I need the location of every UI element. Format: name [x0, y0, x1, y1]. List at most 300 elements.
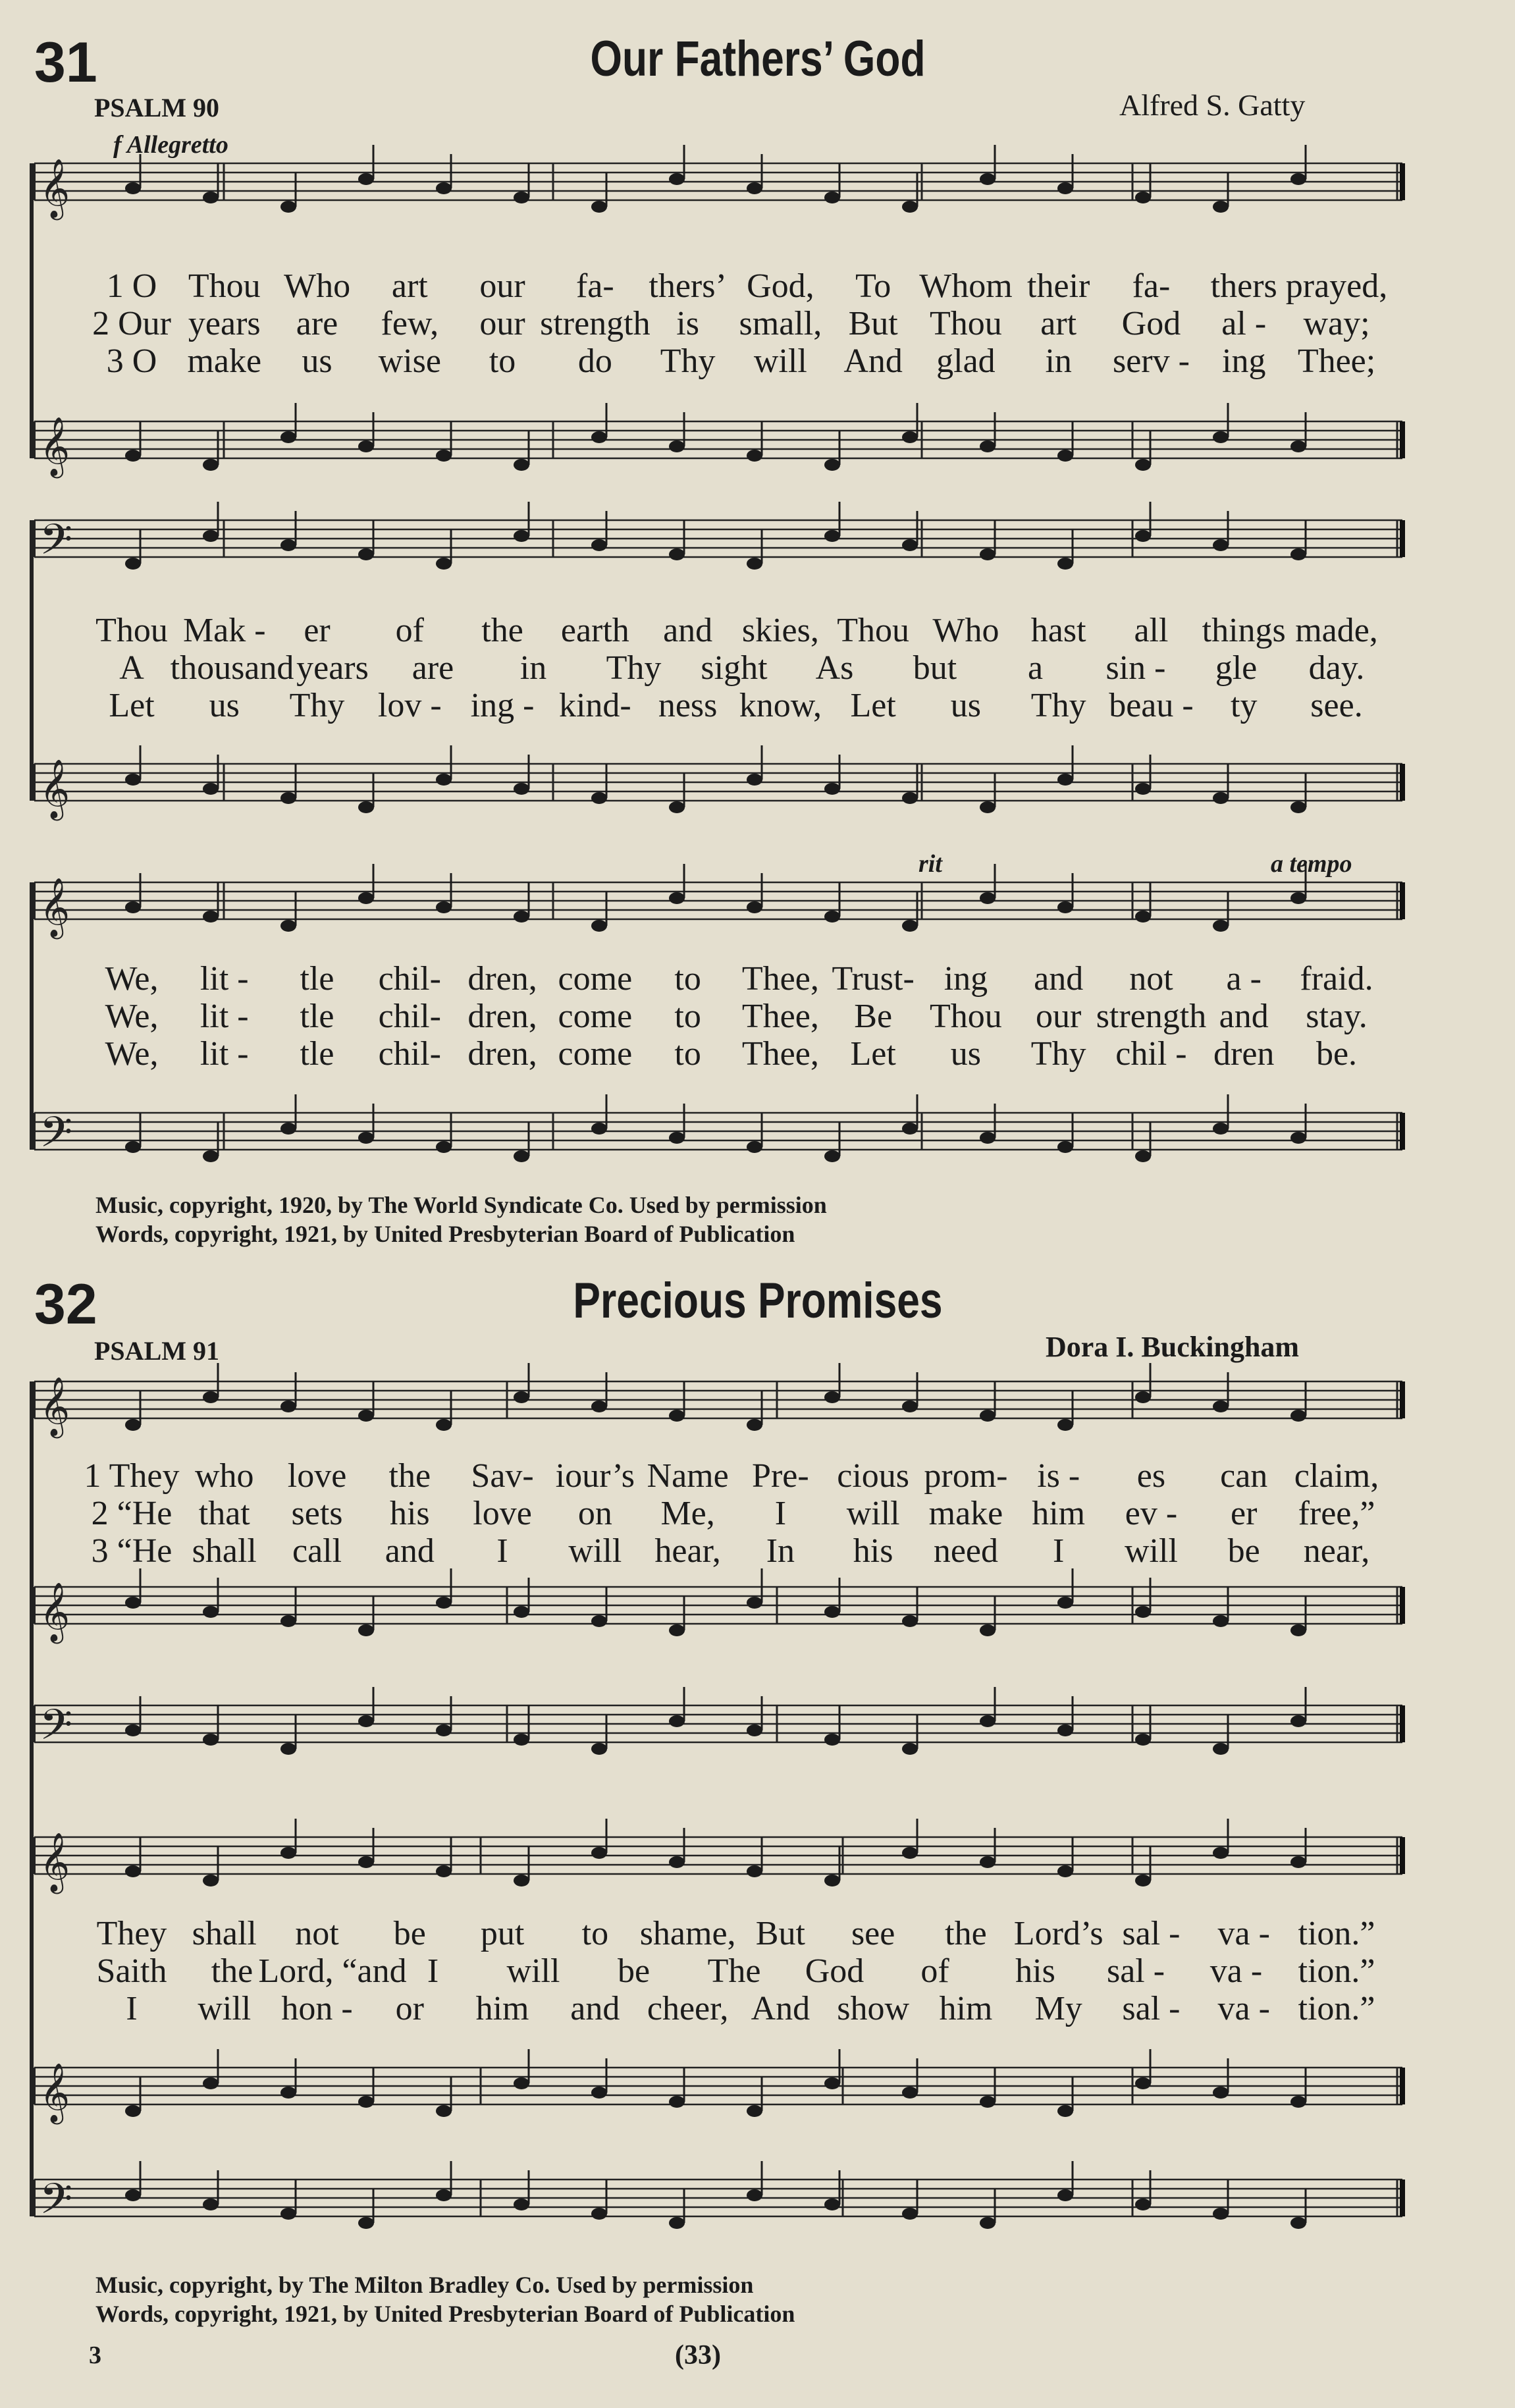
note-head — [1290, 1132, 1306, 1144]
note-head — [280, 539, 296, 551]
hymn-number: 31 — [34, 31, 97, 94]
note-head — [824, 2199, 840, 2210]
note-head — [1213, 539, 1229, 551]
words-copyright: Words, copyright, 1921, by United Presbyterian Board of Publication — [95, 1221, 795, 1247]
note-head — [1135, 1391, 1151, 1403]
composer-credit: Alfred S. Gatty — [1119, 88, 1306, 122]
lyric-syllable: er — [304, 612, 331, 649]
note-head — [980, 173, 996, 185]
lyric-syllable: the — [211, 1952, 253, 1990]
note-head — [203, 1606, 219, 1618]
note-head — [280, 1401, 296, 1412]
note-head — [280, 2208, 296, 2220]
note-head — [358, 2217, 374, 2229]
note-head — [669, 441, 685, 452]
note-head — [591, 792, 607, 804]
note-head — [824, 1734, 840, 1746]
lyric-syllable: us — [209, 687, 240, 724]
note-head — [669, 2096, 685, 2108]
lyric-syllable: 1 O — [106, 267, 157, 305]
lyric-syllable: God — [1121, 305, 1181, 342]
note-head — [1135, 2199, 1151, 2210]
lyric-syllable: sal - — [1106, 1952, 1165, 1990]
note-head — [824, 2077, 840, 2089]
note-head — [824, 530, 840, 542]
note-head — [125, 2105, 141, 2117]
lyric-syllable: wise — [378, 342, 441, 380]
lyric-syllable: lit - — [199, 960, 249, 998]
lyric-syllable: dren, — [467, 998, 537, 1035]
lyric-syllable: know, — [739, 687, 822, 724]
lyric-syllable: hon - — [281, 1990, 353, 2027]
lyric-syllable: tle — [300, 960, 334, 998]
lyric-syllable: Let — [109, 687, 155, 724]
note-head — [358, 548, 374, 560]
lyric-syllable: shame, — [639, 1915, 736, 1952]
note-head — [902, 792, 918, 804]
psalm-reference: PSALM 90 — [94, 93, 219, 122]
note-head — [591, 2208, 607, 2220]
note-head — [280, 201, 296, 213]
note-head — [902, 1615, 918, 1627]
note-head — [980, 1132, 996, 1144]
note-head — [358, 1856, 374, 1868]
lyric-syllable: I — [774, 1495, 787, 1532]
lyric-syllable: Thy — [289, 687, 345, 724]
lyric-syllable: I — [126, 1990, 138, 2027]
lyric-syllable: Mak - — [182, 612, 266, 649]
verse-line — [0, 997, 1515, 1036]
lyric-syllable: Thy — [1030, 1035, 1086, 1073]
lyric-syllable: Lord, “and — [258, 1952, 407, 1990]
note-head — [591, 1401, 607, 1412]
verse-line — [0, 1989, 1515, 2029]
lyric-syllable: Who — [932, 612, 999, 649]
note-head — [980, 1715, 996, 1727]
note-head — [1213, 1615, 1229, 1627]
note-head — [1135, 192, 1151, 203]
lyric-syllable: tion.” — [1298, 1915, 1375, 1952]
lyric-syllable: can — [1220, 1457, 1268, 1495]
lyric-syllable: iour’s — [555, 1457, 635, 1495]
note-head — [669, 1715, 685, 1727]
note-head — [980, 1410, 996, 1422]
music-copyright: Music, copyright, 1920, by The World Syndicate Co. Used by permission — [95, 1192, 827, 1218]
lyric-syllable: him — [939, 1990, 993, 2027]
note-head — [747, 1419, 762, 1431]
note-head — [514, 2077, 529, 2089]
note-head — [591, 1123, 607, 1135]
note-head — [1290, 892, 1306, 904]
lyric-syllable: Thou — [188, 267, 261, 305]
verse-line — [0, 304, 1515, 344]
bass-clef: 𝄢 — [40, 1108, 73, 1167]
lyric-syllable: come — [558, 960, 633, 998]
note-head — [203, 1150, 219, 1162]
lyric-syllable: our — [479, 267, 525, 305]
note-head — [203, 530, 219, 542]
lyric-syllable: Thou — [930, 998, 1002, 1035]
note-head — [980, 892, 996, 904]
note-head — [1057, 450, 1073, 462]
note-head — [591, 1615, 607, 1627]
note-head — [1057, 1597, 1073, 1609]
lyric-syllable: chil - — [1115, 1035, 1187, 1073]
note-head — [1290, 2217, 1306, 2229]
lyric-syllable: his — [389, 1495, 430, 1532]
note-head — [358, 2096, 374, 2108]
lyric-syllable: Trust- — [832, 960, 915, 998]
note-head — [669, 892, 685, 904]
lyric-syllable: the — [945, 1915, 987, 1952]
lyric-syllable: will — [1125, 1532, 1178, 1570]
lyric-syllable: all — [1134, 612, 1169, 649]
note-head — [1213, 920, 1229, 932]
lyric-syllable: his — [853, 1532, 893, 1570]
hymn-title: Precious Promises — [573, 1273, 943, 1329]
note-head — [436, 1865, 452, 1877]
note-head — [980, 441, 996, 452]
lyric-syllable: Pre- — [752, 1457, 809, 1495]
note-head — [1057, 774, 1073, 786]
lyric-syllable: cious — [837, 1457, 910, 1495]
note-head — [436, 1419, 452, 1431]
lyric-syllable: earth — [560, 612, 629, 649]
note-head — [824, 1875, 840, 1886]
note-head — [125, 1725, 141, 1736]
note-head — [358, 801, 374, 813]
copyright-notice — [95, 1191, 827, 1248]
lyric-syllable: Thy — [660, 342, 716, 380]
lyric-syllable: to — [674, 960, 701, 998]
signature-mark: 3 — [89, 2341, 101, 2369]
note-head — [358, 892, 374, 904]
note-head — [125, 558, 141, 570]
note-head — [1135, 1606, 1151, 1618]
lyric-syllable: But — [755, 1915, 805, 1952]
lyric-syllable: shall — [192, 1915, 257, 1952]
note-head — [1213, 2087, 1229, 2099]
lyric-syllable: claim, — [1294, 1457, 1379, 1495]
note-head — [980, 2096, 996, 2108]
note-head — [747, 1725, 762, 1736]
treble-clef: 𝄞 — [40, 878, 70, 937]
lyric-syllable: dren — [1213, 1035, 1275, 1073]
lyric-syllable: not — [295, 1915, 339, 1952]
note-head — [125, 901, 141, 913]
note-head — [436, 182, 452, 194]
lyric-syllable: see. — [1310, 687, 1363, 724]
lyric-syllable: God, — [747, 267, 814, 305]
lyric-syllable: come — [558, 998, 633, 1035]
note-head — [902, 2208, 918, 2220]
note-head — [203, 911, 219, 923]
lyric-syllable: Thee, — [741, 960, 819, 998]
lyric-syllable: chil- — [378, 1035, 441, 1073]
note-head — [980, 548, 996, 560]
lyric-syllable: gle — [1215, 649, 1258, 687]
note-head — [1290, 1624, 1306, 1636]
lyric-syllable: way; — [1303, 305, 1370, 342]
lyric-syllable: sets — [291, 1495, 343, 1532]
note-head — [824, 1150, 840, 1162]
lyric-syllable: But — [848, 305, 898, 342]
note-head — [902, 431, 918, 443]
note-head — [1290, 1856, 1306, 1868]
note-head — [747, 450, 762, 462]
lyric-syllable: ing — [1221, 342, 1266, 380]
note-head — [591, 431, 607, 443]
lyric-syllable: ty — [1230, 687, 1258, 724]
lyric-syllable: in — [1045, 342, 1072, 380]
note-head — [436, 2105, 452, 2117]
note-head — [902, 1123, 918, 1135]
lyric-syllable: va - — [1217, 1915, 1270, 1952]
note-head — [1135, 459, 1151, 471]
lyric-syllable: Thee, — [741, 1035, 819, 1073]
note-head — [1290, 801, 1306, 813]
note-head — [980, 1624, 996, 1636]
note-head — [1135, 783, 1151, 795]
lyric-syllable: to — [674, 1035, 701, 1073]
lyric-syllable: art — [391, 267, 428, 305]
note-head — [1213, 1847, 1229, 1859]
lyric-syllable: ing - — [470, 687, 535, 724]
lyric-syllable: to — [489, 342, 516, 380]
lyric-syllable: serv - — [1112, 342, 1190, 380]
note-head — [358, 1410, 374, 1422]
note-head — [902, 1401, 918, 1412]
lyric-syllable: will — [846, 1495, 900, 1532]
lyric-syllable: tle — [300, 998, 334, 1035]
lyric-syllable: is — [676, 305, 699, 342]
lyric-syllable: will — [568, 1532, 622, 1570]
note-head — [125, 1419, 141, 1431]
copyright-notice — [95, 2270, 795, 2328]
note-head — [125, 182, 141, 194]
note-head — [203, 192, 219, 203]
note-head — [436, 1597, 452, 1609]
note-head — [824, 1391, 840, 1403]
note-head — [747, 2105, 762, 2117]
lyric-syllable: us — [302, 342, 332, 380]
lyric-syllable: will — [753, 342, 807, 380]
note-head — [747, 2189, 762, 2201]
note-head — [1135, 1150, 1151, 1162]
lyric-syllable: the — [388, 1457, 431, 1495]
note-head — [1057, 1725, 1073, 1736]
lyric-syllable: free,” — [1298, 1495, 1375, 1532]
lyric-syllable: years — [296, 649, 369, 687]
lyric-syllable: him — [1032, 1495, 1086, 1532]
note-head — [1057, 901, 1073, 913]
note-head — [280, 792, 296, 804]
lyric-syllable: Let — [850, 1035, 896, 1073]
lyric-syllable: make — [187, 342, 262, 380]
lyric-syllable: As — [815, 649, 854, 687]
lyric-syllable: shall — [192, 1532, 257, 1570]
note-head — [1290, 2096, 1306, 2108]
lyric-syllable: A — [119, 649, 144, 687]
lyric-syllable: of — [920, 1952, 949, 1990]
note-head — [1290, 548, 1306, 560]
lyric-syllable: kind- — [558, 687, 631, 724]
lyric-syllable: stay. — [1306, 998, 1368, 1035]
note-head — [824, 911, 840, 923]
note-head — [436, 558, 452, 570]
note-head — [203, 1734, 219, 1746]
lyric-syllable: skies, — [741, 612, 819, 649]
verse-line — [0, 267, 1515, 306]
note-head — [436, 450, 452, 462]
note-head — [1213, 431, 1229, 443]
note-head — [514, 1734, 529, 1746]
lyric-syllable: prayed, — [1285, 267, 1388, 305]
lyric-syllable: 2 Our — [92, 305, 171, 342]
lyric-syllable: made, — [1295, 612, 1378, 649]
lyric-syllable: Who — [283, 267, 351, 305]
lyric-syllable: to — [581, 1915, 609, 1952]
lyric-syllable: our — [1036, 998, 1082, 1035]
lyric-syllable: To — [855, 267, 891, 305]
lyric-syllable: lov - — [377, 687, 442, 724]
psalm-reference: PSALM 91 — [94, 1336, 219, 1366]
lyric-syllable: and — [663, 612, 713, 649]
lyric-syllable: dren, — [467, 1035, 537, 1073]
lyric-syllable: see — [851, 1915, 895, 1952]
lyric-syllable: thers — [1210, 267, 1277, 305]
lyric-syllable: 2 “He — [91, 1495, 173, 1532]
lyric-syllable: art — [1040, 305, 1077, 342]
note-head — [824, 192, 840, 203]
lyric-syllable: chil- — [378, 998, 441, 1035]
lyric-syllable: not — [1129, 960, 1173, 998]
note-head — [1135, 1734, 1151, 1746]
note-head — [980, 2217, 996, 2229]
lyric-syllable: dren, — [467, 960, 537, 998]
note-head — [669, 173, 685, 185]
lyric-syllable: I — [1053, 1532, 1065, 1570]
lyric-syllable: but — [913, 649, 957, 687]
note-head — [747, 774, 762, 786]
lyric-syllable: fa- — [1132, 267, 1171, 305]
lyric-syllable: do — [577, 342, 612, 380]
treble-clef: 𝄞 — [40, 1833, 70, 1892]
note-head — [125, 2189, 141, 2201]
treble-clef: 𝄞 — [40, 759, 70, 818]
lyric-syllable: sal - — [1122, 1915, 1181, 1952]
note-head — [514, 1606, 529, 1618]
note-head — [203, 459, 219, 471]
note-head — [514, 530, 529, 542]
lyric-syllable: Thou — [837, 612, 910, 649]
lyric-syllable: Saith — [96, 1952, 167, 1990]
lyric-syllable: er — [1231, 1495, 1258, 1532]
note-head — [591, 920, 607, 932]
note-head — [669, 801, 685, 813]
treble-clef: 𝄞 — [40, 1377, 70, 1436]
note-head — [358, 1132, 374, 1144]
note-head — [669, 548, 685, 560]
lyric-syllable: Let — [850, 687, 896, 724]
note-head — [125, 1597, 141, 1609]
lyric-syllable: us — [950, 1035, 982, 1073]
lyric-syllable: thousand — [170, 649, 294, 687]
lyric-syllable: glad — [936, 342, 996, 380]
lyric-syllable: tion.” — [1298, 1952, 1375, 1990]
note-head — [1290, 1715, 1306, 1727]
note-head — [1213, 1401, 1229, 1412]
lyric-syllable: tion.” — [1298, 1990, 1375, 2027]
note-head — [514, 911, 529, 923]
lyric-syllable: his — [1015, 1952, 1055, 1990]
note-head — [280, 1123, 296, 1135]
lyric-syllable: Sav- — [471, 1457, 534, 1495]
lyric-syllable: or — [395, 1990, 424, 2027]
lyric-syllable: things — [1202, 612, 1286, 649]
lyric-syllable: are — [412, 649, 454, 687]
verse-line — [0, 959, 1515, 999]
lyric-syllable: My — [1034, 1990, 1082, 2027]
lyric-syllable: a - — [1226, 960, 1262, 998]
music-copyright: Music, copyright, by The Milton Bradley Co. Used by permission — [95, 2272, 754, 2298]
lyric-syllable: strength — [1096, 998, 1207, 1035]
lyric-syllable: are — [296, 305, 338, 342]
bass-clef: 𝄢 — [40, 2175, 73, 2234]
lyric-syllable: be — [1227, 1532, 1260, 1570]
note-head — [669, 1624, 685, 1636]
note-head — [1135, 1875, 1151, 1886]
lyric-syllable: tle — [300, 1035, 334, 1073]
lyric-syllable: Thou — [95, 612, 168, 649]
verse-line — [0, 1494, 1515, 1534]
note-head — [436, 774, 452, 786]
lyric-syllable: hast — [1030, 612, 1086, 649]
lyric-syllable: Lord’s — [1013, 1915, 1103, 1952]
lyric-syllable: love — [473, 1495, 532, 1532]
lyric-syllable: hear, — [654, 1532, 721, 1570]
lyric-syllable: come — [558, 1035, 633, 1073]
note-head — [1290, 441, 1306, 452]
note-head — [358, 1624, 374, 1636]
note-head — [824, 459, 840, 471]
lyric-syllable: lit - — [199, 1035, 249, 1073]
verse-line — [0, 611, 1515, 651]
note-head — [1057, 558, 1073, 570]
note-head — [1135, 911, 1151, 923]
note-head — [902, 1743, 918, 1755]
note-head — [591, 201, 607, 213]
lyric-syllable: Thou — [930, 305, 1002, 342]
note-head — [514, 192, 529, 203]
note-head — [1290, 1410, 1306, 1422]
hymn-title: Our Fathers’ God — [590, 31, 926, 87]
lyric-syllable: and — [385, 1532, 435, 1570]
note-head — [902, 539, 918, 551]
note-head — [280, 920, 296, 932]
note-head — [514, 1875, 529, 1886]
note-head — [1213, 2208, 1229, 2220]
note-head — [436, 2189, 452, 2201]
note-head — [824, 783, 840, 795]
lyric-syllable: be. — [1316, 1035, 1358, 1073]
note-head — [436, 901, 452, 913]
lyric-syllable: lit - — [199, 998, 249, 1035]
note-head — [669, 1410, 685, 1422]
lyric-syllable: 3 O — [106, 342, 157, 380]
lyric-syllable: sal - — [1122, 1990, 1181, 2027]
lyric-syllable: who — [194, 1457, 254, 1495]
